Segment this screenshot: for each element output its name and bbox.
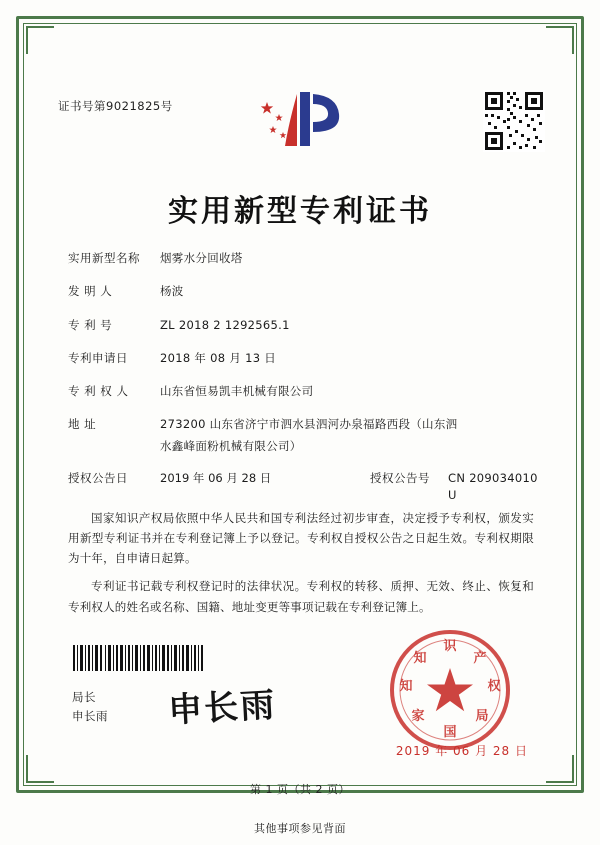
page-title: 实用新型专利证书 [168,194,432,229]
barcode-icon [73,645,203,671]
svg-text:知: 知 [413,651,427,666]
field-row-patentee [68,383,538,400]
director-title-label: 局长 [72,690,96,704]
qr-code-icon [483,90,545,152]
announcement-date-label: 授权公告日 [68,470,128,485]
field-row-utility-model-name [68,250,538,267]
announcement-no-value: CN 209034010 U [448,470,538,502]
field-row-address [68,416,538,433]
svg-text:产: 产 [473,651,487,666]
field-value: 山东省恒易凯丰机械有限公司 [160,384,314,398]
corner-ornament-bottom-right [546,755,574,783]
field-label: 专 利 权 人 [68,384,129,398]
certificate-number: 证书号第9021825号 [58,99,173,113]
field-label: 发 明 人 [68,284,113,299]
legal-text-block [68,508,534,625]
announcement-no-label: 授权公告号 [370,470,430,485]
svg-text:局: 局 [475,709,489,724]
seal-date: 2019 年 06 月 28 日 [395,744,528,758]
svg-text:权: 权 [487,679,501,694]
field-label: 实用新型名称 [68,251,140,265]
director-block [72,688,108,726]
corner-ornament-top-right [546,26,574,54]
paragraph-2: 专利证书记载专利权登记时的法律状况。专利权的转移、质押、无效、终止、恢复和专利权人的姓名或名称、国籍、地址变更等事项记载在专利登记簿上。 [68,579,534,614]
announcement-date-value: 2019 年 06 月 28 日 [160,470,272,485]
svg-text:识: 识 [443,639,457,654]
page-number: 第 1 页（共 2 页） [250,783,350,796]
corner-ornament-bottom-left [26,755,54,783]
field-value-address-line2: 水鑫峰面粉机械有限公司） [160,438,302,453]
field-row-inventor [68,283,538,300]
field-row-announcement [68,470,538,505]
svg-text:国: 国 [443,725,457,740]
field-value: 2018 年 08 月 13 日 [160,350,277,365]
corner-ornament-top-left [26,26,54,54]
official-red-seal-icon [388,628,512,752]
field-label: 专利申请日 [68,350,128,365]
field-value: ZL 2018 2 1292565.1 [160,317,290,332]
field-value-address-line1: 273200 山东省济宁市泗水县泗河办泉福路西段（山东泗 [160,417,458,432]
director-signature: 申长雨 [167,685,278,731]
svg-text:知: 知 [399,679,413,694]
director-name-label: 申长雨 [72,708,108,723]
field-label: 专 利 号 [68,317,113,332]
svg-text:家: 家 [411,709,425,724]
fields-block [68,250,538,520]
cnipa-logo-icon [255,88,347,154]
paragraph-1: 国家知识产权局依照中华人民共和国专利法经过初步审查，决定授予专利权，颁发实用新型专利证书并在专利登记簿上予以登记。专利权自授权公告之日起生效。专利权期限为十年，自申请日起算。 [68,511,534,566]
footer-note: 其他事项参见背面 [254,822,346,835]
field-value: 烟雾水分回收塔 [160,251,243,265]
field-row-patent-number [68,317,538,334]
field-value: 杨波 [160,284,184,299]
field-row-application-date [68,350,538,367]
field-label: 地 址 [68,417,97,432]
